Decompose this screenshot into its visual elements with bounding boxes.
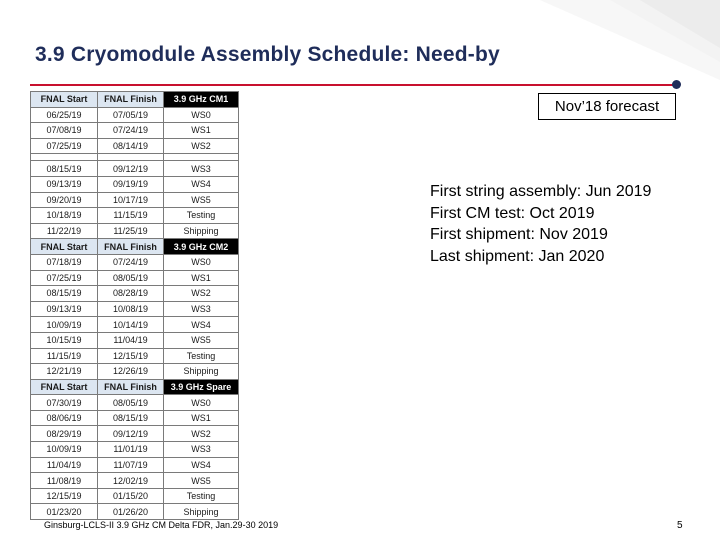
table-row: [31, 208, 239, 224]
assembly-schedule-table: [30, 91, 239, 520]
slide-footer: Ginsburg-LCLS-II 3.9 GHz CM Delta FDR, Jan.29-30 2019: [44, 520, 279, 530]
workstation-cell: WS1: [164, 410, 239, 426]
workstation-cell: Testing: [164, 348, 239, 364]
finish-date-cell: 01/26/20: [98, 504, 164, 520]
table-row: [31, 138, 239, 154]
finish-date-cell: 11/07/19: [98, 457, 164, 473]
table-row: [31, 254, 239, 270]
start-date-cell: 11/04/19: [31, 457, 98, 473]
start-date-cell: 12/15/19: [31, 488, 98, 504]
finish-date-cell: 10/08/19: [98, 301, 164, 317]
page-number: 5: [677, 520, 683, 531]
finish-date-cell: 09/12/19: [98, 161, 164, 177]
workstation-cell: Testing: [164, 488, 239, 504]
workstation-cell: WS4: [164, 176, 239, 192]
slide-title: 3.9 Cryomodule Assembly Schedule: Need-by: [35, 43, 500, 66]
start-date-cell: 09/13/19: [31, 176, 98, 192]
spacer-cell: [164, 154, 239, 161]
spacer-cell: [31, 154, 98, 161]
table-row: [31, 317, 239, 333]
finish-date-cell: 12/02/19: [98, 473, 164, 489]
table-row: [31, 488, 239, 504]
title-underline-dot: [672, 80, 681, 89]
milestone-last-shipment: Last shipment: Jan 2020: [430, 247, 605, 265]
table-row: [31, 442, 239, 458]
table-row: [31, 270, 239, 286]
table-row: [31, 176, 239, 192]
workstation-cell: WS3: [164, 301, 239, 317]
finish-date-cell: 07/24/19: [98, 123, 164, 139]
workstation-cell: WS5: [164, 473, 239, 489]
header-fnal-start: FNAL Start: [31, 92, 98, 108]
workstation-cell: WS0: [164, 395, 239, 411]
workstation-cell: Shipping: [164, 504, 239, 520]
header-fnal-start: FNAL Start: [31, 239, 98, 255]
finish-date-cell: 11/25/19: [98, 223, 164, 239]
finish-date-cell: 07/24/19: [98, 254, 164, 270]
start-date-cell: 07/25/19: [31, 270, 98, 286]
table-row: [31, 473, 239, 489]
start-date-cell: 08/29/19: [31, 426, 98, 442]
start-date-cell: 09/13/19: [31, 301, 98, 317]
workstation-cell: Shipping: [164, 223, 239, 239]
finish-date-cell: 12/15/19: [98, 348, 164, 364]
finish-date-cell: 07/05/19: [98, 107, 164, 123]
start-date-cell: 12/21/19: [31, 364, 98, 380]
title-underline: [30, 84, 676, 86]
finish-date-cell: 11/15/19: [98, 208, 164, 224]
table-row: [31, 192, 239, 208]
start-date-cell: 07/18/19: [31, 254, 98, 270]
schedule-header-row: [31, 239, 239, 255]
start-date-cell: 07/08/19: [31, 123, 98, 139]
milestone-first-cm-test: First CM test: Oct 2019: [430, 204, 595, 222]
table-row: [31, 123, 239, 139]
workstation-cell: WS4: [164, 457, 239, 473]
finish-date-cell: 11/01/19: [98, 442, 164, 458]
workstation-cell: WS2: [164, 286, 239, 302]
table-row: [31, 410, 239, 426]
schedule-header-row: [31, 92, 239, 108]
finish-date-cell: 08/05/19: [98, 395, 164, 411]
header-cryomodule: 3.9 GHz Spare: [164, 379, 239, 395]
start-date-cell: 01/23/20: [31, 504, 98, 520]
finish-date-cell: 11/04/19: [98, 332, 164, 348]
milestone-first-shipment: First shipment: Nov 2019: [430, 226, 608, 243]
finish-date-cell: 08/28/19: [98, 286, 164, 302]
workstation-cell: WS1: [164, 270, 239, 286]
workstation-cell: WS0: [164, 107, 239, 123]
table-row: [31, 348, 239, 364]
start-date-cell: 10/15/19: [31, 332, 98, 348]
table-row: [31, 161, 239, 177]
start-date-cell: 06/25/19: [31, 107, 98, 123]
corner-decoration: [520, 0, 720, 80]
workstation-cell: Testing: [164, 208, 239, 224]
forecast-label: Nov’18 forecast: [538, 93, 676, 120]
workstation-cell: WS2: [164, 138, 239, 154]
workstation-cell: WS0: [164, 254, 239, 270]
finish-date-cell: 10/14/19: [98, 317, 164, 333]
schedule-header-row: [31, 379, 239, 395]
workstation-cell: WS3: [164, 442, 239, 458]
finish-date-cell: 08/05/19: [98, 270, 164, 286]
milestone-first-string-assembly: First string assembly: Jun 2019: [430, 183, 652, 200]
finish-date-cell: 08/15/19: [98, 410, 164, 426]
start-date-cell: 10/09/19: [31, 317, 98, 333]
table-row: [31, 504, 239, 520]
finish-date-cell: 01/15/20: [98, 488, 164, 504]
finish-date-cell: 09/12/19: [98, 426, 164, 442]
table-row: [31, 286, 239, 302]
table-row: [31, 364, 239, 380]
workstation-cell: Shipping: [164, 364, 239, 380]
start-date-cell: 07/30/19: [31, 395, 98, 411]
start-date-cell: 08/15/19: [31, 161, 98, 177]
finish-date-cell: 08/14/19: [98, 138, 164, 154]
start-date-cell: 09/20/19: [31, 192, 98, 208]
start-date-cell: 11/15/19: [31, 348, 98, 364]
table-row: [31, 223, 239, 239]
workstation-cell: WS3: [164, 161, 239, 177]
header-cryomodule: 3.9 GHz CM1: [164, 92, 239, 108]
header-fnal-finish: FNAL Finish: [98, 379, 164, 395]
start-date-cell: 08/06/19: [31, 410, 98, 426]
finish-date-cell: 10/17/19: [98, 192, 164, 208]
start-date-cell: 07/25/19: [31, 138, 98, 154]
table-row: [31, 107, 239, 123]
table-row: [31, 457, 239, 473]
schedule-spacer-row: [31, 154, 239, 161]
header-fnal-finish: FNAL Finish: [98, 92, 164, 108]
milestone-list: [430, 181, 651, 267]
start-date-cell: 11/22/19: [31, 223, 98, 239]
start-date-cell: 08/15/19: [31, 286, 98, 302]
schedule-table-body: [31, 92, 239, 520]
table-row: [31, 395, 239, 411]
header-cryomodule: 3.9 GHz CM2: [164, 239, 239, 255]
finish-date-cell: 12/26/19: [98, 364, 164, 380]
finish-date-cell: 09/19/19: [98, 176, 164, 192]
workstation-cell: WS1: [164, 123, 239, 139]
spacer-cell: [98, 154, 164, 161]
start-date-cell: 11/08/19: [31, 473, 98, 489]
workstation-cell: WS4: [164, 317, 239, 333]
start-date-cell: 10/09/19: [31, 442, 98, 458]
header-fnal-start: FNAL Start: [31, 379, 98, 395]
table-row: [31, 301, 239, 317]
table-row: [31, 332, 239, 348]
start-date-cell: 10/18/19: [31, 208, 98, 224]
workstation-cell: WS5: [164, 332, 239, 348]
header-fnal-finish: FNAL Finish: [98, 239, 164, 255]
workstation-cell: WS5: [164, 192, 239, 208]
table-row: [31, 426, 239, 442]
workstation-cell: WS2: [164, 426, 239, 442]
